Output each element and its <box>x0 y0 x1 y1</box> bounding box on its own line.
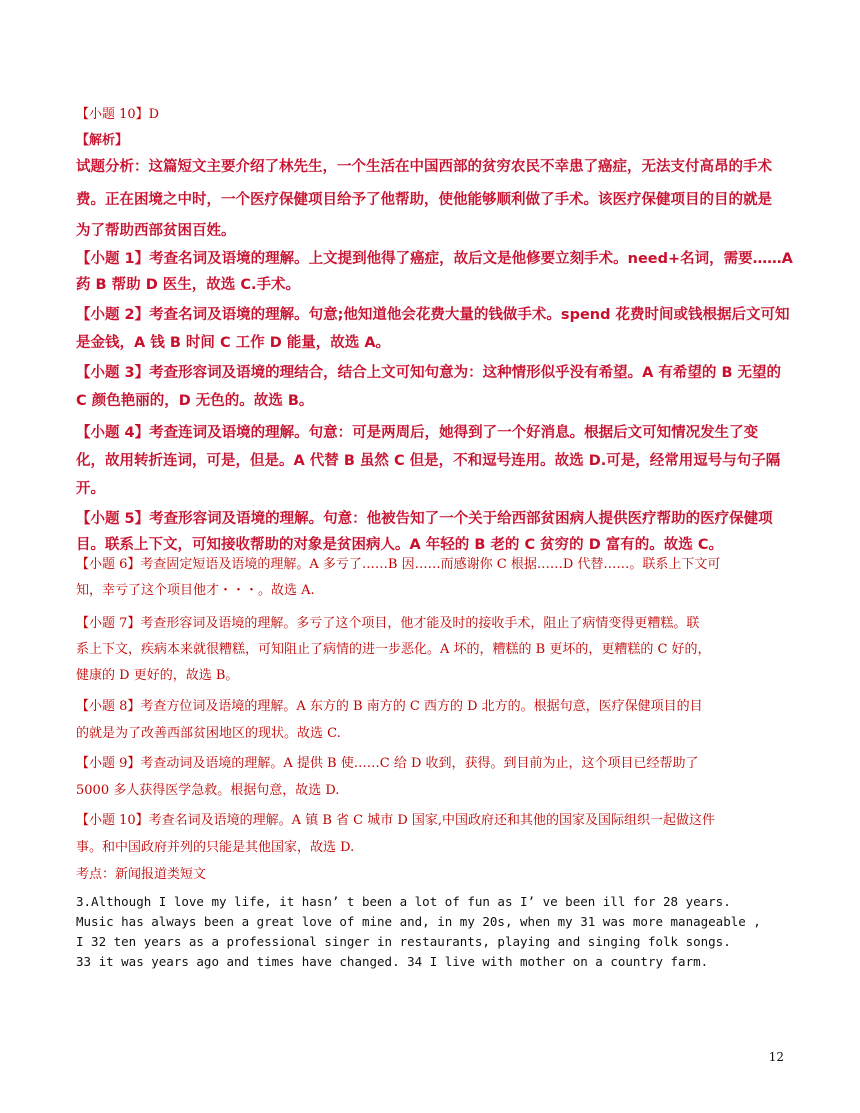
explanation-line: 【小题 9】考查动词及语境的理解。A 提供 B 使……C 给 D 收到，获得。到目前为止，这个项目已经帮助了 <box>76 756 699 771</box>
explanation-line: 事。和中国政府并列的只能是其他国家，故选 D. <box>76 840 355 855</box>
analysis-label: 【解析】 <box>76 133 129 148</box>
explanation-line: 的就是为了改善西部贫困地区的现状。故选 C. <box>76 726 341 741</box>
explanation-line: 【小题 8】考查方位词及语境的理解。A 东方的 B 南方的 C 西方的 D 北方的。根据句意，医疗保健项目的目 <box>76 699 703 714</box>
analysis-line: 开。 <box>76 481 105 497</box>
explanation-line: 【小题 7】考查形容词及语境的理解。多亏了这个项目，他才能及时的接收手术，阻止了病情变得更糟糕。联 <box>76 616 700 631</box>
explanation-line: 知，幸亏了这个项目他才・・・。故选 A. <box>76 583 315 598</box>
page-number: 12 <box>768 1050 784 1064</box>
analysis-line: 【小题 2】考查名词及语境的理解。句意;他知道他会花费大量的钱做手术。spend 花费时间或钱根据后文可知 <box>76 307 790 323</box>
analysis-line: 【小题 1】考查名词及语境的理解。上文提到他得了癌症，故后文是他修要立刻手术。need+名词，需要……A <box>76 251 793 267</box>
analysis-line: 【小题 3】考查形容词及语境的理结合，结合上文可知句意为：这种情形似乎没有希望。A 有希望的 B 无望的 <box>76 365 782 381</box>
passage-line: Music has always been a great love of mine and, in my 20s, when my 31 was more manageable , <box>76 914 761 929</box>
analysis-line: 试题分析：这篇短文主要介绍了林先生，一个生活在中国西部的贫穷农民不幸患了癌症，无法支付高昂的手术 <box>76 159 772 175</box>
explanation-line: 【小题 6】考查固定短语及语境的理解。A 多亏了……B 因……而感谢你 C 根据……D 代替……。联系上下文可 <box>76 557 721 572</box>
analysis-line: 【小题 4】考查连词及语境的理解。句意：可是两周后，她得到了一个好消息。根据后文可知情况发生了变 <box>76 425 759 441</box>
explanation-line: 系上下文，疾病本来就很糟糕，可知阻止了病情的进一步恶化。A 坏的，糟糕的 B 更坏的，更糟糕的 C 好的， <box>76 642 711 657</box>
analysis-line: 是金钱，A 钱 B 时间 C 工作 D 能量，故选 A。 <box>76 335 391 351</box>
kaodian-line: 考点：新闻报道类短文 <box>76 867 207 882</box>
passage-line: 3.Although I love my life, it hasn’ t been a lot of fun as I’ ve been ill for 28 years. <box>76 894 731 909</box>
analysis-line: 化，故用转折连词，可是，但是。A 代替 B 虽然 C 但是，不和逗号连用。故选 D.可是，经常用逗号与句子隔 <box>76 453 781 469</box>
explanation-line: 【小题 10】考查名词及语境的理解。A 镇 B 省 C 城市 D 国家,中国政府还和其他的国家及国际组织一起做这件 <box>76 813 716 828</box>
passage-line: I 32 ten years as a professional singer in restaurants, playing and singing folk songs. <box>76 934 731 949</box>
explanation-line: 健康的 D 更好的，故选 B。 <box>76 668 239 683</box>
analysis-line: 为了帮助西部贫困百姓。 <box>76 223 236 239</box>
analysis-line: 费。正在困境之中时，一个医疗保健项目给予了他帮助，使他能够顺利做了手术。该医疗保健项目的目的就是 <box>76 192 772 208</box>
explanation-line: 5000 多人获得医学急救。根据句意，故选 D. <box>76 783 340 798</box>
analysis-line: C 颜色艳丽的，D 无色的。故选 B。 <box>76 393 314 409</box>
passage-line: 33 it was years ago and times have changed. 34 I live with mother on a country farm. <box>76 954 709 969</box>
analysis-line: 药 B 帮助 D 医生，故选 C.手术。 <box>76 277 300 293</box>
answer-line: 【小题 10】D <box>76 107 160 122</box>
analysis-line: 目。联系上下文，可知接收帮助的对象是贫困病人。A 年轻的 B 老的 C 贫穷的 D 富有的。故选 C。 <box>76 537 723 553</box>
analysis-line: 【小题 5】考查形容词及语境的理解。句意：他被告知了一个关于给西部贫困病人提供医疗帮助的医疗保健项 <box>76 511 773 527</box>
